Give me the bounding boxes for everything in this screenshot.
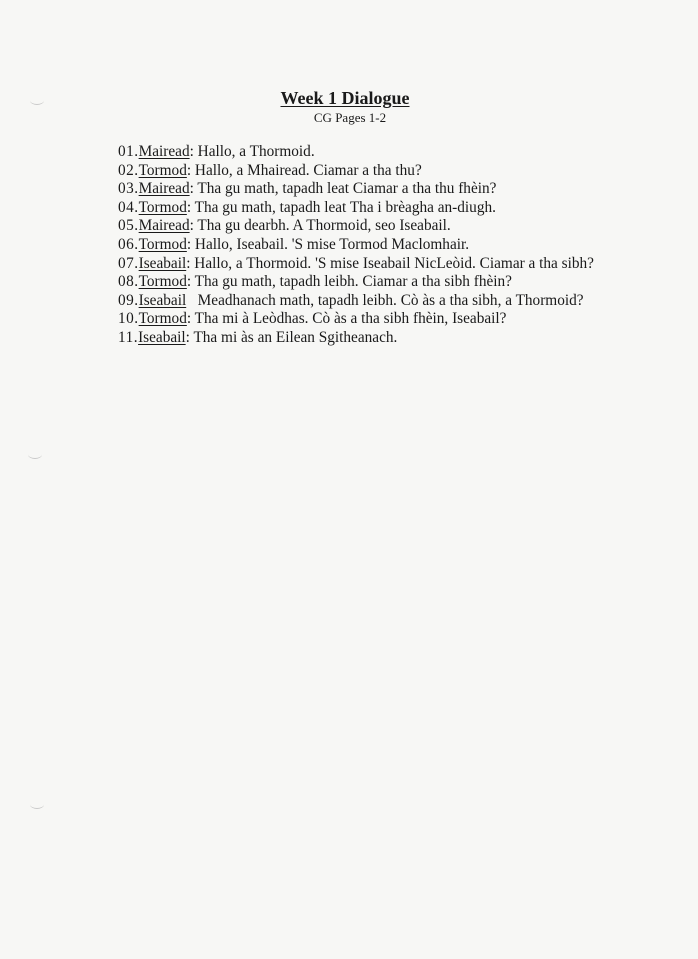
line-number: 05. (118, 217, 139, 235)
dialogue-line (118, 310, 598, 329)
dialogue-list (118, 143, 598, 348)
dialogue-line (118, 199, 598, 218)
dialogue-line (118, 217, 598, 236)
line-number: 06. (118, 235, 139, 253)
dialogue-line (118, 292, 598, 311)
speaker-name: Iseabail (138, 254, 187, 272)
speaker-name: Tormod (138, 273, 187, 291)
document-subtitle: CG Pages 1-2 (313, 110, 387, 125)
speaker-name: Mairead (138, 217, 190, 235)
line-text: Hallo, a Mhairead. Ciamar a tha thu? (191, 161, 422, 179)
speaker-name: Tormod (138, 161, 187, 179)
speaker-name: Mairead (138, 143, 190, 160)
document-title: Week 1 Dialogue (280, 88, 410, 108)
speaker-name: Tormod (138, 235, 187, 253)
dialogue-line (118, 273, 598, 292)
line-text: Tha mi à Leòdhas. Cò às a tha sibh fhèin, Iseabail? (191, 310, 507, 328)
line-text: Tha gu math, tapadh leibh. Ciamar a tha sibh fhèin? (191, 273, 512, 291)
line-text: Tha gu math, tapadh leat Ciamar a tha thu fhèin? (193, 180, 497, 198)
punch-hole-mark (30, 800, 44, 809)
speaker-separator: : (189, 180, 194, 198)
speaker-separator: : (189, 143, 194, 160)
line-number: 09. (118, 291, 139, 309)
dialogue-line (118, 162, 598, 181)
line-text: Hallo, Iseabail. 'S mise Tormod Maclomhair. (191, 235, 470, 253)
dialogue-line (118, 255, 598, 274)
line-text: Tha mi às an Eilean Sgitheanach. (189, 328, 398, 346)
line-number: 08. (118, 273, 139, 291)
line-number: 02. (118, 161, 139, 179)
line-number: 01. (118, 143, 139, 160)
line-text: Tha gu dearbh. A Thormoid, seo Iseabail. (193, 217, 451, 235)
dialogue-line (118, 180, 598, 199)
speaker-name: Iseabail (138, 328, 186, 346)
line-number: 03. (118, 180, 139, 198)
speaker-name: Iseabail (138, 291, 187, 309)
speaker-separator: : (189, 217, 194, 235)
line-number: 07. (118, 254, 139, 272)
speaker-name: Tormod (138, 310, 187, 328)
speaker-name: Tormod (138, 198, 187, 216)
line-number: 11. (118, 328, 139, 346)
line-text: Tha gu math, tapadh leat Tha i brèagha an-diugh. (191, 198, 496, 216)
line-text: Hallo, a Thormoid. 'S mise Iseabail NicLeòid. Ciamar a tha sibh? (190, 254, 594, 272)
line-number: 10. (118, 310, 139, 328)
speaker-separator: : (186, 254, 191, 272)
dialogue-line (118, 236, 598, 255)
line-text: Meadhanach math, tapadh leibh. Cò às a tha sibh, a Thormoid? (186, 291, 584, 309)
punch-hole-mark (28, 450, 42, 459)
speaker-separator: : (186, 235, 192, 253)
speaker-separator: : (186, 310, 192, 328)
line-text: Hallo, a Thormoid. (193, 143, 315, 160)
speaker-separator: : (186, 273, 192, 291)
speaker-name: Mairead (138, 180, 190, 198)
speaker-separator: : (186, 161, 192, 179)
speaker-separator: : (186, 198, 192, 216)
line-number: 04. (118, 198, 139, 216)
dialogue-line (118, 143, 598, 162)
speaker-separator: : (185, 328, 190, 346)
dialogue-line (118, 329, 598, 348)
